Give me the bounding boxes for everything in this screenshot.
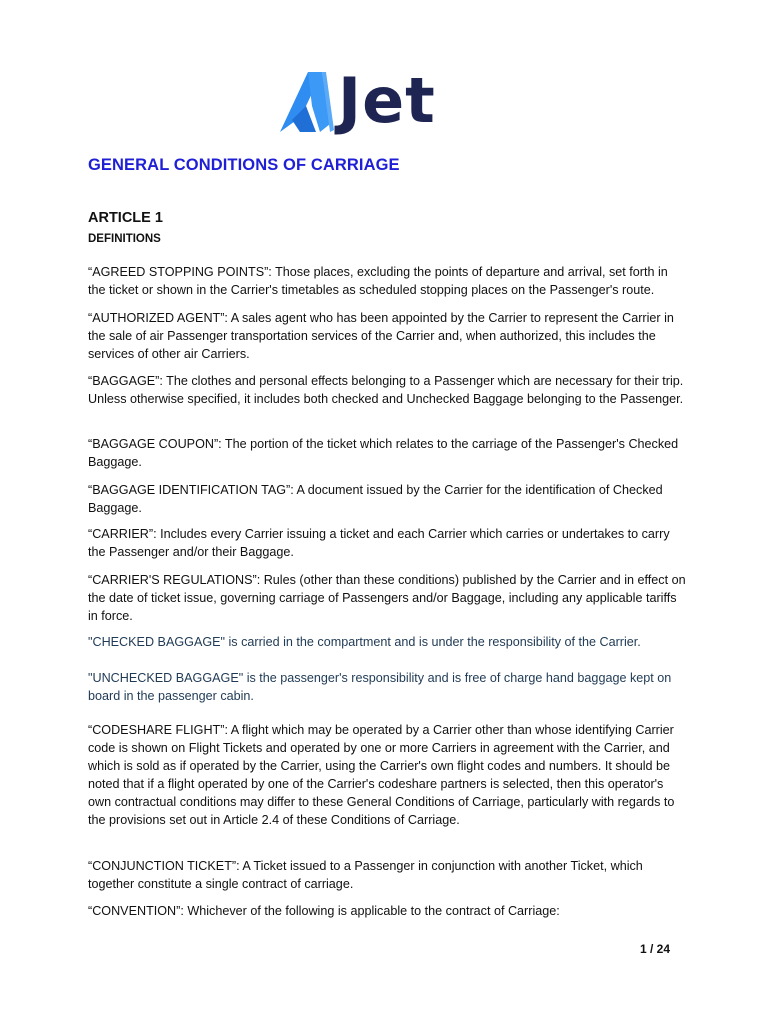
definition-paragraph: “AUTHORIZED AGENT”: A sales agent who has been appointed by the Carrier to represent the Carrier in the sale of air Passenger transportation services of the Carrier and, when authorized, this includes the services of other air Carriers.: [88, 311, 674, 361]
definition-paragraph: “CARRIER”: Includes every Carrier issuing a ticket and each Carrier which carries or undertakes to carry the Passenger and/or their Baggage.: [88, 527, 670, 559]
page-number: 1 / 24: [640, 942, 671, 956]
definition-paragraph: “BAGGAGE IDENTIFICATION TAG”: A document issued by the Carrier for the identification of Checked Baggage.: [88, 483, 663, 515]
definition-paragraph: “BAGGAGE COUPON”: The portion of the ticket which relates to the carriage of the Passenger's Checked Baggage.: [88, 437, 679, 469]
definition-paragraph: "CHECKED BAGGAGE" is carried in the compartment and is under the responsibility of the Carrier.: [88, 635, 641, 649]
definition-paragraph: "UNCHECKED BAGGAGE" is the passenger's responsibility and is free of charge hand baggage kept on board in the passenger cabin.: [88, 671, 672, 703]
logo-text: Jet: [338, 64, 436, 137]
definition-paragraph: “BAGGAGE”: The clothes and personal effects belonging to a Passenger which are necessary for their trip. Unless otherwise specified, it includes both checked and Unchecked Baggage belonging to the Passenger.: [88, 374, 684, 406]
definition-paragraph: “CODESHARE FLIGHT”: A flight which may be operated by a Carrier other than whose identifying Carrier code is shown on Flight Tickets and operated by one or more Carriers in agreement with the Carrier, and which is sold as if operated by the Carrier, using the Carrier's own flight codes and numbers. It should be noted that if a flight operated by one of the Carrier's codeshare partners is selected, then this operator's own contractual conditions may differ to these General Conditions of Carriage, particularly with regards to the provisions set out in Article 2.4 of these Conditions of Carriage.: [88, 723, 675, 827]
company-logo: [278, 66, 470, 138]
document-title: GENERAL CONDITIONS OF CARRIAGE: [88, 156, 400, 174]
definition-paragraph: “CONJUNCTION TICKET”: A Ticket issued to a Passenger in conjunction with another Ticket, which together constitute a single contract of carriage.: [88, 859, 643, 891]
definition-paragraph: “CARRIER'S REGULATIONS”: Rules (other than these conditions) published by the Carrier and in effect on the date of ticket issue, governing carriage of Passengers and/or Baggage, including any applicable tariffs in force.: [88, 573, 686, 623]
article-heading: ARTICLE 1: [88, 210, 163, 226]
definition-paragraph: “AGREED STOPPING POINTS”: Those places, excluding the points of departure and arrival, set forth in the ticket or shown in the Carrier's timetables as scheduled stopping places on the Passenger's route.: [88, 265, 668, 297]
definition-paragraph: “CONVENTION”: Whichever of the following is applicable to the contract of Carriage:: [88, 904, 560, 918]
section-heading: DEFINITIONS: [88, 233, 161, 245]
